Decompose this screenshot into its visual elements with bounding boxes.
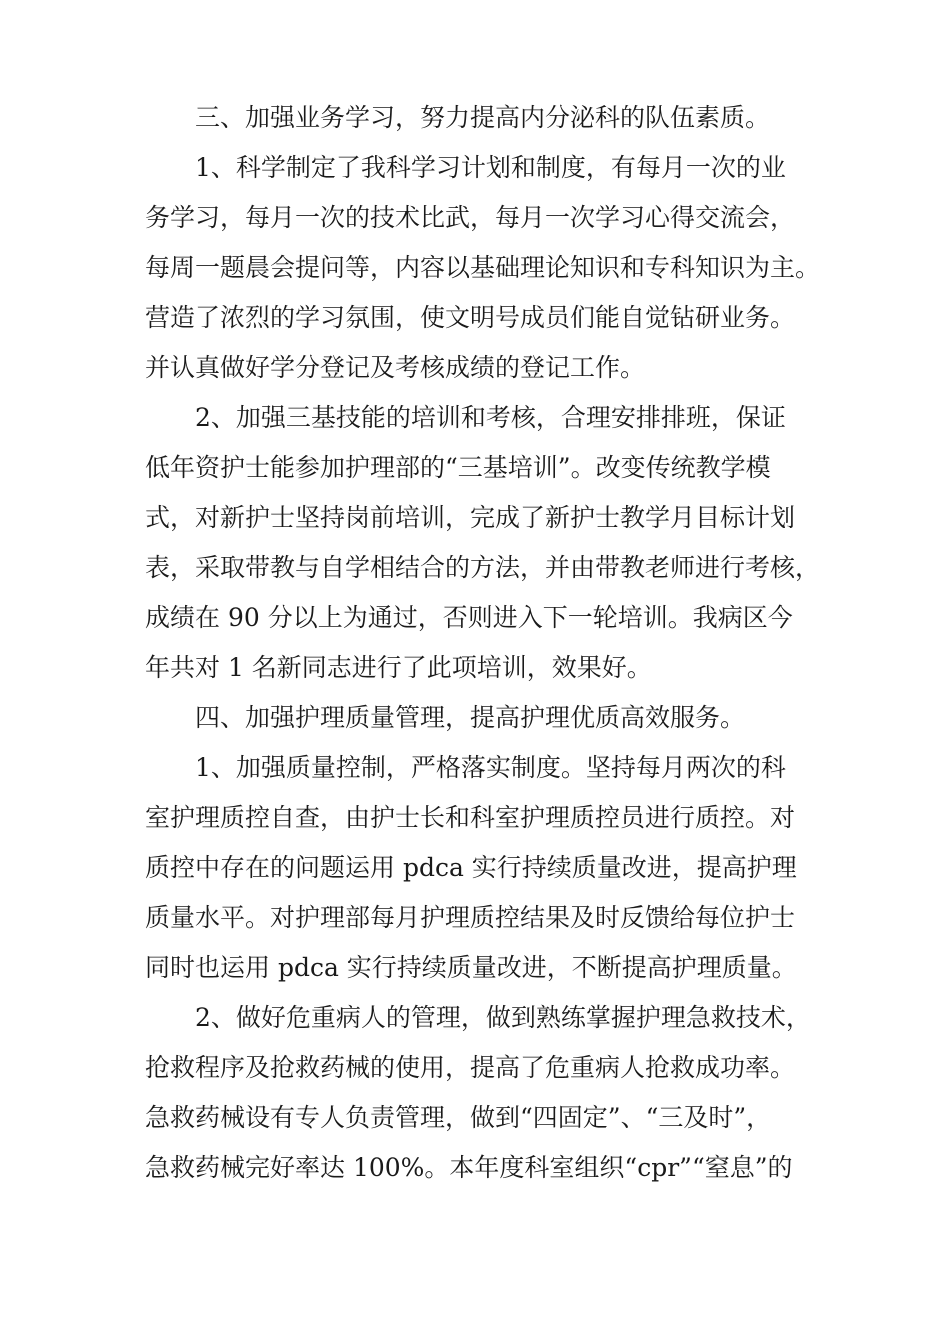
- paragraph-line: 1、加强质量控制，严格落实制度。坚持每月两次的科: [195, 753, 786, 782]
- paragraph-line: 务学习，每月一次的技术比武，每月一次学习心得交流会，: [145, 203, 796, 232]
- paragraph-line: 抢救程序及抢救药械的使用，提高了危重病人抢救成功率。: [145, 1053, 796, 1082]
- paragraph-line: 急救药械完好率达 100%。本年度科室组织“cpr”“窒息”的: [145, 1153, 793, 1182]
- section-heading-4: 四、加强护理质量管理，提高护理优质高效服务。: [195, 703, 746, 732]
- paragraph-line: 营造了浓烈的学习氛围，使文明号成员们能自觉钻研业务。: [145, 303, 796, 332]
- paragraph-line: 低年资护士能参加护理部的“三基培训”。改变传统教学模: [145, 453, 771, 482]
- paragraph-line: 每周一题晨会提问等，内容以基础理论知识和专科知识为主。: [145, 253, 821, 282]
- paragraph-line: 室护理质控自查，由护士长和科室护理质控员进行质控。对: [145, 803, 796, 832]
- section-heading-3: 三、加强业务学习，努力提高内分泌科的队伍素质。: [195, 103, 771, 132]
- paragraph-line: 成绩在 90 分以上为通过，否则进入下一轮培训。我病区今: [145, 603, 793, 632]
- paragraph-line: 并认真做好学分登记及考核成绩的登记工作。: [145, 353, 646, 382]
- paragraph-line: 质控中存在的问题运用 pdca 实行持续质量改进，提高护理: [145, 853, 797, 882]
- paragraph-line: 1、科学制定了我科学习计划和制度，有每月一次的业: [195, 153, 786, 182]
- paragraph-line: 2、做好危重病人的管理，做到熟练掌握护理急救技术，: [195, 1003, 811, 1032]
- paragraph-line: 表，采取带教与自学相结合的方法，并由带教老师进行考核，: [145, 553, 821, 582]
- paragraph-line: 2、加强三基技能的培训和考核，合理安排排班，保证: [195, 403, 786, 432]
- paragraph-line: 急救药械设有专人负责管理，做到“四固定”、“三及时”，: [145, 1103, 772, 1132]
- paragraph-line: 年共对 1 名新同志进行了此项培训，效果好。: [145, 653, 652, 682]
- paragraph-line: 质量水平。对护理部每月护理质控结果及时反馈给每位护士: [145, 903, 796, 932]
- paragraph-line: 式，对新护士坚持岗前培训，完成了新护士教学月目标计划: [145, 503, 796, 532]
- paragraph-line: 同时也运用 pdca 实行持续质量改进，不断提高护理质量。: [145, 953, 797, 982]
